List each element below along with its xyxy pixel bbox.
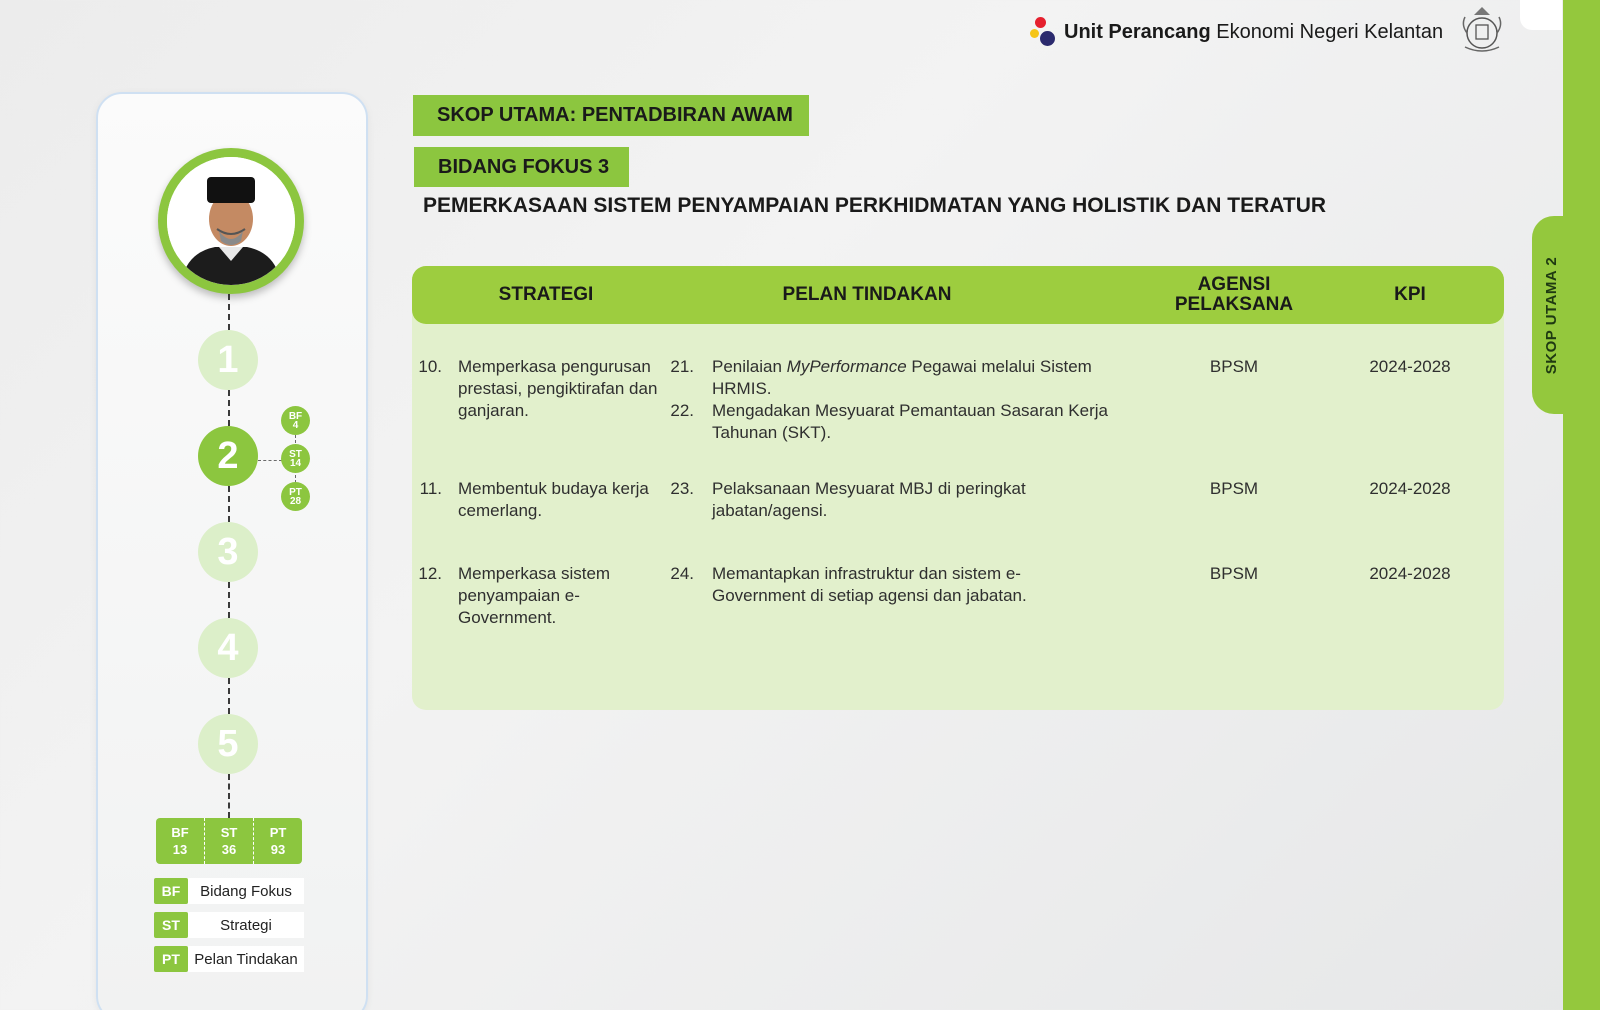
organization-name [1064, 21, 1443, 44]
total-pt: PT 93 [253, 818, 302, 864]
connector-line [228, 390, 230, 426]
connector-line [228, 486, 230, 522]
connector-line [228, 582, 230, 618]
bidang-fokus-label: BIDANG FOKUS 3 [414, 147, 629, 187]
active-bf-count: BF 4 [281, 406, 310, 435]
side-tab-label: SKOP UTAMA 2 [1543, 256, 1561, 374]
connector-line [228, 678, 230, 714]
kpi-cell: 2024-2028 [1369, 357, 1451, 376]
action-number: 22. [670, 401, 694, 420]
avatar [158, 148, 304, 294]
col-pelan-tindakan: PELAN TINDAKAN [782, 284, 952, 305]
upen-logo-icon [1028, 15, 1058, 49]
connector-line [228, 294, 230, 330]
step-2-button[interactable]: 2 [198, 426, 258, 486]
top-corner-tab [1520, 0, 1562, 30]
branch-connector [258, 460, 282, 461]
organization-name-bold: Unit Perancang [1064, 20, 1211, 43]
skop-title: SKOP UTAMA: PENTADBIRAN AWAM [413, 95, 809, 136]
action-number: 21. [670, 357, 694, 376]
strategy-text: Membentuk budaya kerja cemerlang. [458, 479, 649, 520]
agency-cell: BPSM [1209, 479, 1259, 498]
step-5-button[interactable]: 5 [198, 714, 258, 774]
portrait-figure [167, 157, 295, 285]
total-bf: BF 13 [171, 825, 189, 857]
col-strategi: STRATEGI [498, 284, 594, 305]
col-agensi-pelaksana: AGENSI PELAKSANA [1174, 274, 1294, 315]
agency-cell: BPSM [1209, 357, 1259, 376]
right-accent-bar [1563, 0, 1600, 1010]
strategy-text: Memperkasa pengurusan prestasi, pengiktirafan dan ganjaran. [458, 357, 658, 420]
strategy-number: 12. [418, 564, 442, 583]
legend-item: ST Strategi [154, 912, 304, 938]
page-header [1028, 12, 1509, 52]
legend-item: PT Pelan Tindakan [154, 946, 304, 972]
agency-cell: BPSM [1209, 564, 1259, 583]
side-tab-skop-utama[interactable] [1532, 216, 1572, 414]
step-1-button[interactable]: 1 [198, 330, 258, 390]
state-crest-icon [1455, 3, 1509, 57]
action-number: 23. [670, 479, 694, 498]
step-4-button[interactable]: 4 [198, 618, 258, 678]
total-st: ST 36 [204, 818, 253, 864]
col-kpi: KPI [1394, 284, 1426, 305]
legend-item: BF Bidang Fokus [154, 878, 304, 904]
navigation-panel [96, 92, 368, 1010]
table-header [412, 266, 1504, 324]
bidang-fokus-subtitle: PEMERKASAAN SISTEM PENYAMPAIAN PERKHIDMATAN YANG HOLISTIK DAN TERATUR [423, 194, 1327, 217]
kpi-cell: 2024-2028 [1369, 564, 1451, 583]
active-st-count: ST 14 [281, 444, 310, 473]
organization-name-rest: Ekonomi Negeri Kelantan [1216, 20, 1444, 43]
action-text: Memantapkan infrastruktur dan sistem e-Government di setiap agensi dan jabatan. [712, 564, 1027, 605]
action-text: Mengadakan Mesyuarat Pemantauan Sasaran Kerja Tahunan (SKT). [712, 401, 1108, 442]
action-number: 24. [670, 564, 694, 583]
strategy-table [412, 266, 1504, 710]
step-3-button[interactable]: 3 [198, 522, 258, 582]
kpi-cell: 2024-2028 [1369, 479, 1451, 498]
action-text: Penilaian MyPerformance Pegawai melalui Sistem HRMIS. [712, 357, 1092, 398]
action-text: Pelaksanaan Mesyuarat MBJ di peringkat jabatan/agensi. [712, 479, 1026, 520]
totals-summary [156, 818, 302, 864]
connector-line [228, 774, 230, 818]
strategy-text: Memperkasa sistem penyampaian e-Government. [458, 564, 611, 627]
active-pt-count: PT 28 [281, 482, 310, 511]
strategy-number: 10. [418, 357, 442, 376]
strategy-number: 11. [419, 479, 442, 498]
